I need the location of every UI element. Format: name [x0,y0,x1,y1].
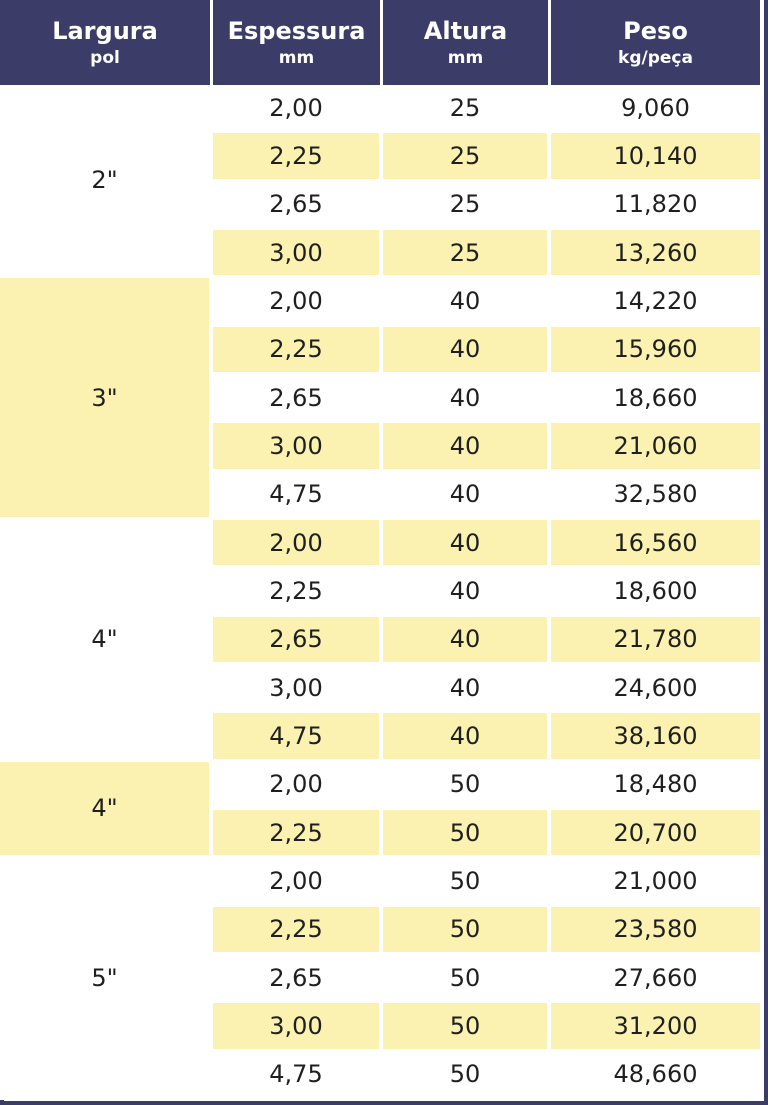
peso-cell: 11,820 [551,182,760,230]
peso-cell: 10,140 [551,133,760,181]
altura-cell: 40 [383,423,551,471]
altura-cell: 40 [383,713,551,761]
altura-cell: 50 [383,1003,551,1051]
altura-cell: 40 [383,665,551,713]
espessura-cell: 2,65 [213,182,383,230]
altura-cell: 25 [383,230,551,278]
peso-cell: 21,060 [551,423,760,471]
table-row [0,278,760,326]
altura-cell: 50 [383,955,551,1003]
peso-cell: 18,660 [551,375,760,423]
altura-cell: 50 [383,907,551,955]
largura-cell: 5" [0,858,213,1100]
espessura-cell: 2,25 [213,810,383,858]
header-espessura [213,0,383,85]
header-altura-label: Altura [423,16,508,45]
espessura-cell: 2,25 [213,907,383,955]
largura-cell: 3" [0,278,213,520]
peso-cell: 13,260 [551,230,760,278]
altura-cell: 40 [383,520,551,568]
espessura-cell: 2,25 [213,133,383,181]
peso-cell: 15,960 [551,327,760,375]
espessura-cell: 2,00 [213,85,383,133]
table-row [0,858,760,906]
espessura-cell: 2,00 [213,858,383,906]
largura-cell: 4" [0,762,213,859]
largura-cell: 2" [0,85,213,278]
header-espessura-unit: mm [278,47,315,68]
peso-cell: 48,660 [551,1052,760,1100]
espessura-cell: 2,00 [213,762,383,810]
table-body [0,85,760,1100]
peso-cell: 14,220 [551,278,760,326]
altura-cell: 40 [383,472,551,520]
espessura-cell: 3,00 [213,1003,383,1051]
header-altura [383,0,551,85]
table-header [0,0,760,85]
peso-cell: 21,780 [551,617,760,665]
header-peso-unit: kg/peça [618,47,693,68]
header-peso-label: Peso [623,16,688,45]
espessura-cell: 3,00 [213,230,383,278]
altura-cell: 40 [383,327,551,375]
peso-cell: 16,560 [551,520,760,568]
espessura-cell: 2,65 [213,375,383,423]
espessura-cell: 2,00 [213,520,383,568]
header-row [0,0,760,85]
espessura-cell: 2,65 [213,617,383,665]
largura-cell: 4" [0,520,213,762]
table-row [0,762,760,810]
peso-cell: 23,580 [551,907,760,955]
header-largura-unit: pol [90,47,120,68]
altura-cell: 50 [383,858,551,906]
table-row [0,85,760,133]
altura-cell: 40 [383,278,551,326]
peso-cell: 31,200 [551,1003,760,1051]
espessura-cell: 4,75 [213,713,383,761]
espessura-cell: 4,75 [213,1052,383,1100]
espessura-cell: 3,00 [213,423,383,471]
altura-cell: 40 [383,617,551,665]
altura-cell: 50 [383,810,551,858]
peso-cell: 18,480 [551,762,760,810]
espessura-cell: 3,00 [213,665,383,713]
espessura-cell: 2,00 [213,278,383,326]
peso-cell: 20,700 [551,810,760,858]
peso-cell: 27,660 [551,955,760,1003]
header-espessura-label: Espessura [227,16,366,45]
peso-cell: 9,060 [551,85,760,133]
table-row [0,520,760,568]
altura-cell: 40 [383,375,551,423]
espessura-cell: 2,25 [213,327,383,375]
espessura-cell: 2,25 [213,568,383,616]
header-largura-label: Largura [52,16,158,45]
peso-cell: 24,600 [551,665,760,713]
peso-cell: 21,000 [551,858,760,906]
peso-cell: 32,580 [551,472,760,520]
altura-cell: 40 [383,568,551,616]
header-altura-unit: mm [447,47,484,68]
altura-cell: 25 [383,133,551,181]
header-peso [551,0,760,85]
altura-cell: 25 [383,85,551,133]
peso-cell: 38,160 [551,713,760,761]
espessura-cell: 4,75 [213,472,383,520]
espessura-cell: 2,65 [213,955,383,1003]
peso-cell: 18,600 [551,568,760,616]
altura-cell: 50 [383,762,551,810]
altura-cell: 25 [383,182,551,230]
altura-cell: 50 [383,1052,551,1100]
header-largura [0,0,213,85]
